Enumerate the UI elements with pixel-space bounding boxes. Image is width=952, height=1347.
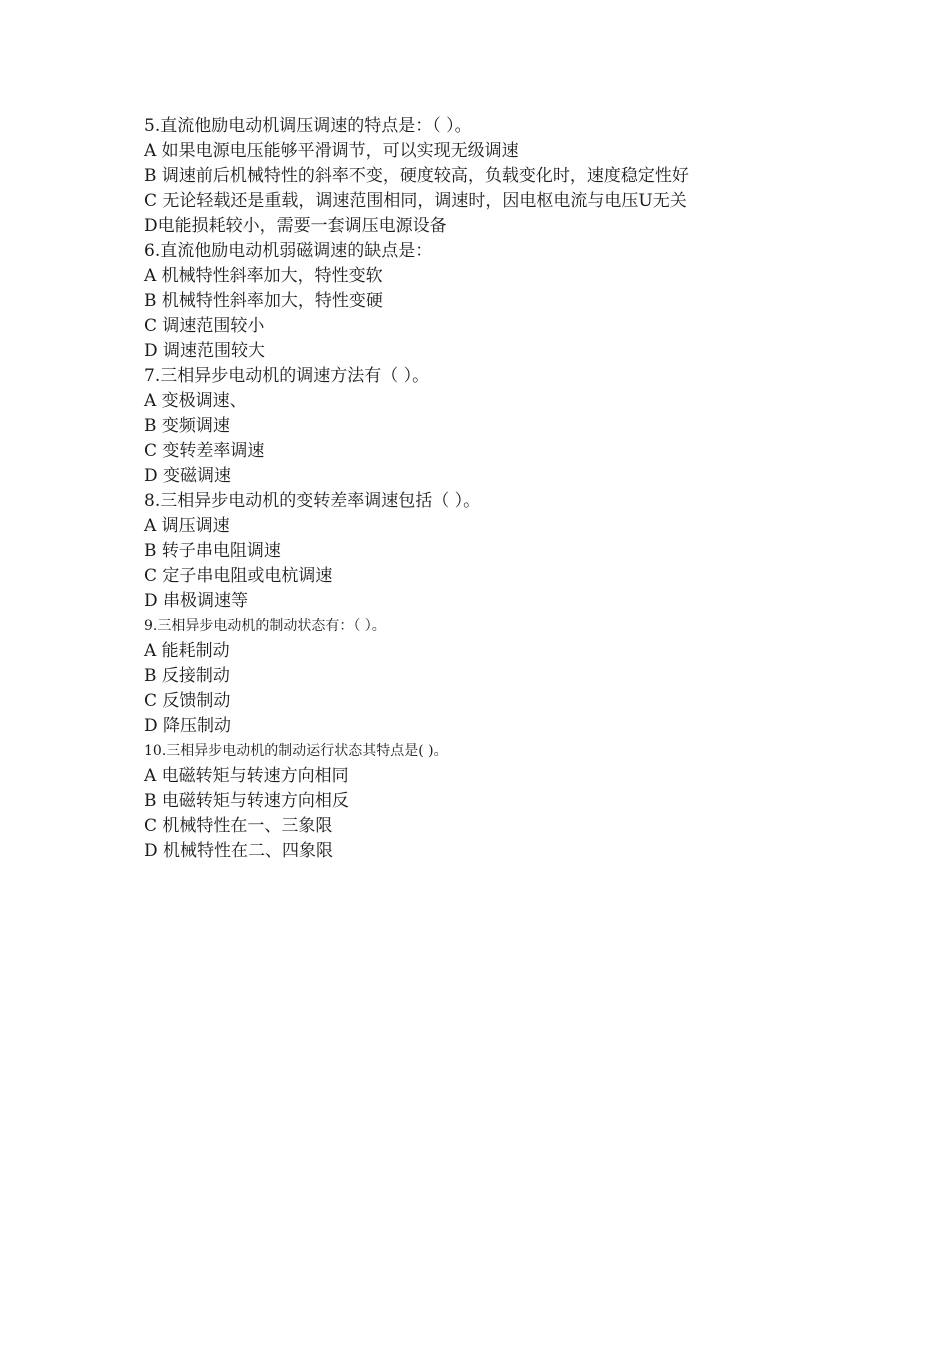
question-option: C 无论轻载还是重载，调速范围相同，调速时，因电枢电流与电压U无关 (144, 191, 687, 211)
question-stem: 6.直流他励电动机弱磁调速的缺点是： (144, 241, 433, 261)
question-8 (144, 489, 824, 614)
question-option: A 电磁转矩与转速方向相同 (144, 766, 349, 786)
question-option: A 如果电源电压能够平滑调节，可以实现无级调速 (144, 141, 519, 161)
question-option: C 反馈制动 (144, 691, 231, 711)
question-stem: 7.三相异步电动机的调速方法有（ ）。 (144, 366, 430, 386)
question-option: B 变频调速 (144, 416, 230, 436)
question-option: D 变磁调速 (144, 466, 232, 486)
question-option: B 转子串电阻调速 (144, 541, 281, 561)
question-stem: 9.三相异步电动机的制动状态有：（ ）。 (144, 618, 386, 634)
question-option: A 调压调速 (144, 516, 230, 536)
question-stem: 8.三相异步电动机的变转差率调速包括（ ）。 (144, 491, 481, 511)
question-option: D电能损耗较小，需要一套调压电源设备 (144, 216, 447, 236)
question-9 (144, 614, 824, 739)
question-option: D 串极调速等 (144, 591, 249, 611)
question-option: C 调速范围较小 (144, 316, 265, 336)
question-option: A 变极调速、 (144, 391, 247, 411)
question-stem: 5.直流他励电动机调压调速的特点是：（ ）。 (144, 116, 472, 136)
question-list (144, 114, 824, 864)
question-option: C 定子串电阻或电杭调速 (144, 566, 333, 586)
question-option: A 能耗制动 (144, 641, 230, 661)
question-option: B 电磁转矩与转速方向相反 (144, 791, 349, 811)
question-option: D 调速范围较大 (144, 341, 266, 361)
question-stem: 10.三相异步电动机的制动运行状态其特点是( )。 (144, 743, 448, 759)
question-option: C 变转差率调速 (144, 441, 265, 461)
question-7 (144, 364, 824, 489)
question-option: B 机械特性斜率加大，特性变硬 (144, 291, 383, 311)
question-option: B 反接制动 (144, 666, 230, 686)
question-option: A 机械特性斜率加大，特性变软 (144, 266, 383, 286)
question-5 (144, 114, 824, 239)
question-option: B 调速前后机械特性的斜率不变，硬度较高，负载变化时，速度稳定性好 (144, 166, 689, 186)
question-10 (144, 739, 824, 864)
question-option: C 机械特性在一、三象限 (144, 816, 333, 836)
question-6 (144, 239, 824, 364)
question-option: D 机械特性在二、四象限 (144, 841, 334, 861)
question-option: D 降压制动 (144, 716, 232, 736)
